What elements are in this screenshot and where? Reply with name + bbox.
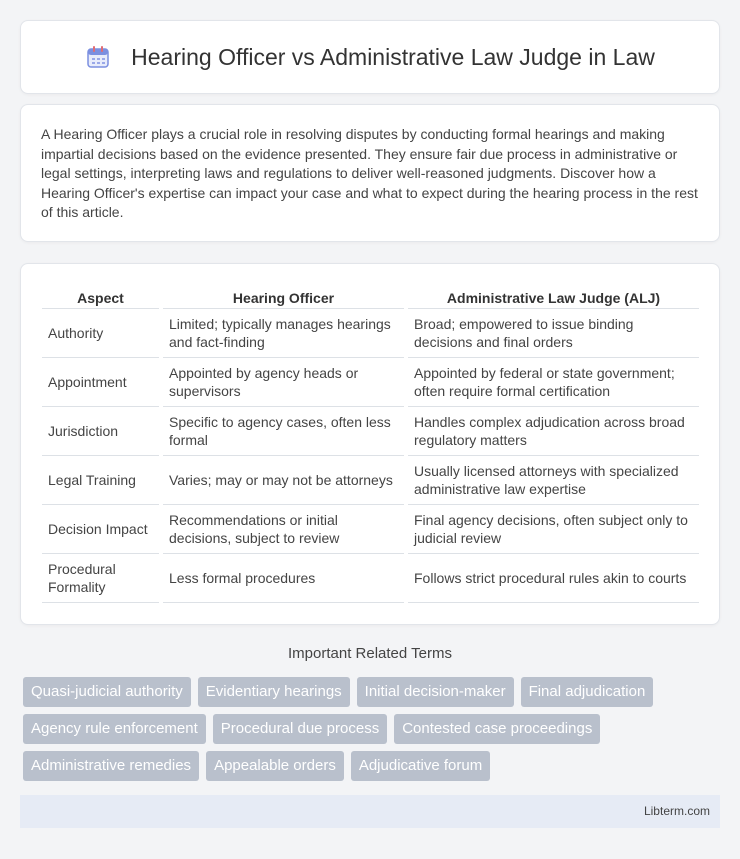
cell-alj: Usually licensed attorneys with specialized administrative law expertise <box>406 455 699 504</box>
cell-alj: Handles complex adjudication across broad regulatory matters <box>406 406 699 455</box>
table-row <box>42 553 699 602</box>
related-term-tag[interactable]: Contested case proceedings <box>394 714 600 744</box>
page-title: Hearing Officer vs Administrative Law Judge in Law <box>131 43 655 70</box>
table-header-row <box>42 286 699 308</box>
footer <box>20 795 720 828</box>
cell-alj: Broad; empowered to issue binding decisions and final orders <box>406 308 699 357</box>
related-term-tag[interactable]: Adjudicative forum <box>351 751 490 781</box>
related-term-tag[interactable]: Final adjudication <box>521 677 654 707</box>
related-term-tag[interactable]: Evidentiary hearings <box>198 677 350 707</box>
comparison-table <box>42 286 699 603</box>
cell-hearing-officer: Limited; typically manages hearings and fact-finding <box>161 308 406 357</box>
header-alj: Administrative Law Judge (ALJ) <box>406 286 699 308</box>
cell-aspect: Jurisdiction <box>42 406 161 455</box>
cell-aspect: Authority <box>42 308 161 357</box>
related-term-tag[interactable]: Initial decision-maker <box>357 677 514 707</box>
cell-aspect: Legal Training <box>42 455 161 504</box>
header-aspect: Aspect <box>42 286 161 308</box>
comparison-card <box>20 263 720 625</box>
cell-aspect: Procedural Formality <box>42 553 161 602</box>
cell-hearing-officer: Varies; may or may not be attorneys <box>161 455 406 504</box>
table-row <box>42 308 699 357</box>
header-hearing-officer: Hearing Officer <box>161 286 406 308</box>
intro-card <box>20 104 720 242</box>
footer-site-link[interactable]: Libterm.com <box>643 804 710 818</box>
related-term-tag[interactable]: Appealable orders <box>206 751 344 781</box>
table-row <box>42 455 699 504</box>
cell-hearing-officer: Less formal procedures <box>161 553 406 602</box>
related-term-tag[interactable]: Procedural due process <box>213 714 387 744</box>
related-terms-title: Important Related Terms <box>288 645 452 662</box>
calendar-icon <box>85 44 111 70</box>
cell-aspect: Appointment <box>42 357 161 406</box>
cell-aspect: Decision Impact <box>42 504 161 553</box>
table-row <box>42 504 699 553</box>
cell-alj: Follows strict procedural rules akin to courts <box>406 553 699 602</box>
intro-text: A Hearing Officer plays a crucial role in resolving disputes by conducting formal hearings and making impartial decisions based on the evidence presented. They ensure fair due process in administrative or legal settings, interpreting laws and regulations to deliver well-reasoned judgments. Discover how a Hearing Officer's expertise can impact your case and what to expect during the hearing process in the rest of this article. <box>41 126 698 221</box>
cell-alj: Appointed by federal or state government; often require formal certification <box>406 357 699 406</box>
cell-hearing-officer: Specific to agency cases, often less formal <box>161 406 406 455</box>
related-term-tag[interactable]: Quasi-judicial authority <box>23 677 191 707</box>
table-row <box>42 406 699 455</box>
page-title-row <box>85 44 655 71</box>
related-term-tag[interactable]: Agency rule enforcement <box>23 714 206 744</box>
title-card <box>20 20 720 94</box>
related-terms-tags <box>23 677 723 781</box>
cell-hearing-officer: Recommendations or initial decisions, subject to review <box>161 504 406 553</box>
cell-hearing-officer: Appointed by agency heads or supervisors <box>161 357 406 406</box>
table-row <box>42 357 699 406</box>
related-term-tag[interactable]: Administrative remedies <box>23 751 199 781</box>
cell-alj: Final agency decisions, often subject only to judicial review <box>406 504 699 553</box>
